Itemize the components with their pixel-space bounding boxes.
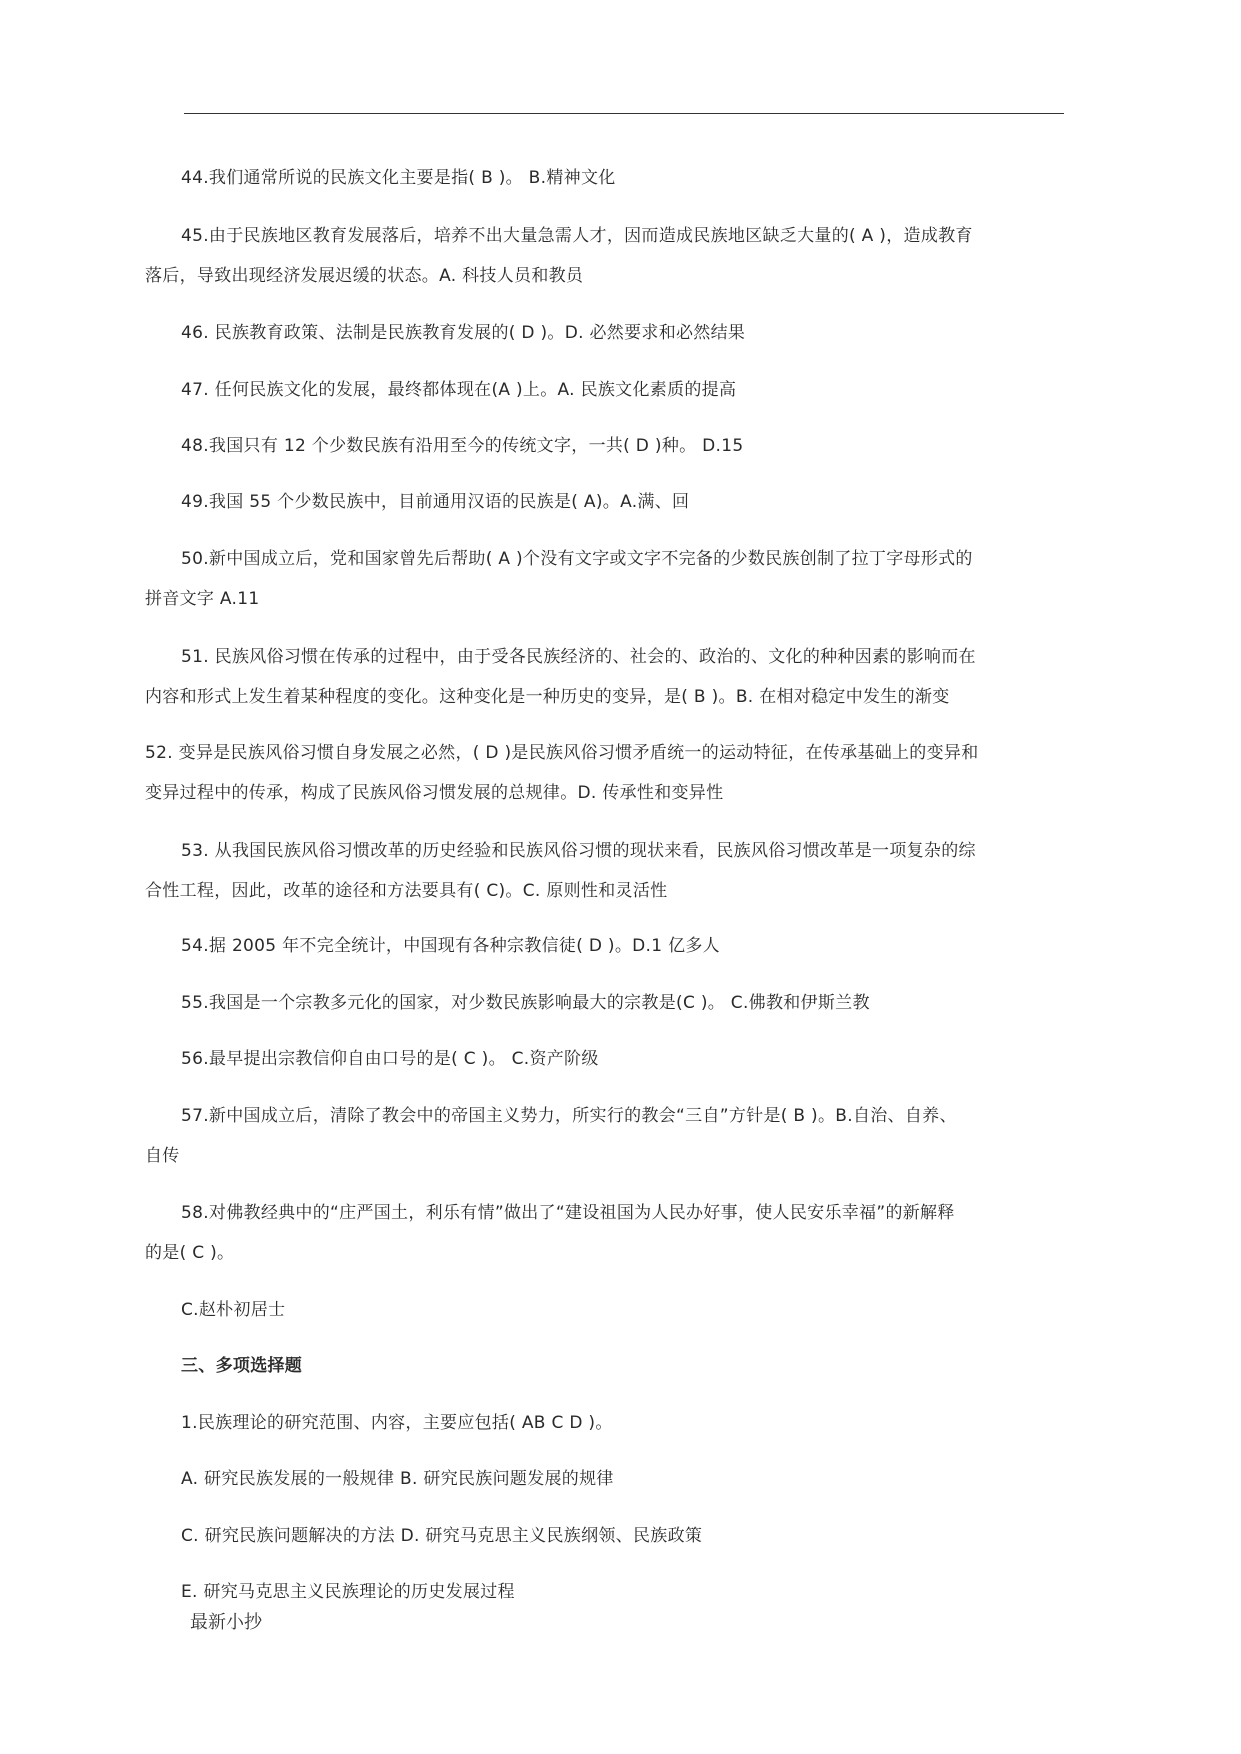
question-54 xyxy=(145,926,1065,966)
footer-note: 最新小抄 xyxy=(190,1612,262,1633)
section-title-multiple-choice xyxy=(145,1346,1065,1386)
question-line: 56.最早提出宗教信仰自由口号的是( C )。 C.资产阶级 xyxy=(181,1049,599,1069)
multi-question-1 xyxy=(145,1403,1065,1443)
option-line: E. 研究马克思主义民族理论的历史发展过程 xyxy=(181,1582,515,1602)
question-line: 54.据 2005 年不完全统计，中国现有各种宗教信徒( D )。D.1 亿多人 xyxy=(181,936,720,956)
question-line: 落后，导致出现经济发展迟缓的状态。A. 科技人员和教员 xyxy=(145,266,584,286)
question-line: 45.由于民族地区教育发展落后，培养不出大量急需人才，因而造成民族地区缺乏大量的( A )，造成教育 xyxy=(181,226,973,246)
header-rule xyxy=(184,113,1064,114)
question-line: 55.我国是一个宗教多元化的国家，对少数民族影响最大的宗教是(C )。 C.佛教和伊斯兰教 xyxy=(181,993,870,1013)
question-45 xyxy=(145,216,1065,296)
question-58 xyxy=(145,1193,1065,1273)
question-line: 53. 从我国民族风俗习惯改革的历史经验和民族风俗习惯的现状来看，民族风俗习惯改革是一项复杂的综 xyxy=(181,841,976,861)
answer-58 xyxy=(145,1290,1065,1330)
option-e xyxy=(145,1572,1065,1612)
question-line: 自传 xyxy=(145,1146,180,1166)
question-line: 44.我们通常所说的民族文化主要是指( B )。 B.精神文化 xyxy=(181,168,616,188)
question-line: 58.对佛教经典中的“庄严国土，利乐有情”做出了“建设祖国为人民办好事，使人民安乐幸福”的新解释 xyxy=(181,1203,955,1223)
question-line: 合性工程，因此，改革的途径和方法要具有( C)。C. 原则性和灵活性 xyxy=(145,881,668,901)
question-49 xyxy=(145,482,1065,522)
question-55 xyxy=(145,983,1065,1023)
question-52 xyxy=(145,733,1065,813)
answer-line: C.赵朴初居士 xyxy=(181,1300,286,1320)
question-line: 50.新中国成立后，党和国家曾先后帮助( A )个没有文字或文字不完备的少数民族创制了拉丁字母形式的 xyxy=(181,549,973,569)
option-c-d xyxy=(145,1516,1065,1556)
option-line: A. 研究民族发展的一般规律 B. 研究民族问题发展的规律 xyxy=(181,1469,614,1489)
question-line: 48.我国只有 12 个少数民族有沿用至今的传统文字，一共( D )种。 D.15 xyxy=(181,436,744,456)
question-line: 内容和形式上发生着某种程度的变化。这种变化是一种历史的变异，是( B )。B. 在相对稳定中发生的渐变 xyxy=(145,687,950,707)
question-line: 51. 民族风俗习惯在传承的过程中，由于受各民族经济的、社会的、政治的、文化的种种因素的影响而在 xyxy=(181,647,976,667)
question-line: 变异过程中的传承，构成了民族风俗习惯发展的总规律。D. 传承性和变异性 xyxy=(145,783,724,803)
question-line: 1.民族理论的研究范围、内容，主要应包括( AB C D )。 xyxy=(181,1413,613,1433)
question-line: 46. 民族教育政策、法制是民族教育发展的( D )。D. 必然要求和必然结果 xyxy=(181,323,746,343)
option-a-b xyxy=(145,1459,1065,1499)
question-line: 47. 任何民族文化的发展，最终都体现在(A )上。A. 民族文化素质的提高 xyxy=(181,380,737,400)
question-51 xyxy=(145,637,1065,717)
section-title: 三、多项选择题 xyxy=(181,1356,303,1376)
question-48 xyxy=(145,426,1065,466)
question-44 xyxy=(145,158,1065,198)
question-line: 拼音文字 A.11 xyxy=(145,589,260,609)
question-line: 49.我国 55 个少数民族中，目前通用汉语的民族是( A)。A.满、回 xyxy=(181,492,690,512)
question-47 xyxy=(145,370,1065,410)
question-line: 52. 变异是民族风俗习惯自身发展之必然，( D )是民族风俗习惯矛盾统一的运动特征，在传承基础上的变异和 xyxy=(145,743,979,763)
question-46 xyxy=(145,313,1065,353)
question-line: 的是( C )。 xyxy=(145,1243,235,1263)
option-line: C. 研究民族问题解决的方法 D. 研究马克思主义民族纲领、民族政策 xyxy=(181,1526,703,1546)
question-50 xyxy=(145,539,1065,619)
question-57 xyxy=(145,1096,1065,1176)
question-53 xyxy=(145,831,1065,911)
question-56 xyxy=(145,1039,1065,1079)
question-line: 57.新中国成立后，清除了教会中的帝国主义势力，所实行的教会“三自”方针是( B )。B.自治、自养、 xyxy=(181,1106,957,1126)
